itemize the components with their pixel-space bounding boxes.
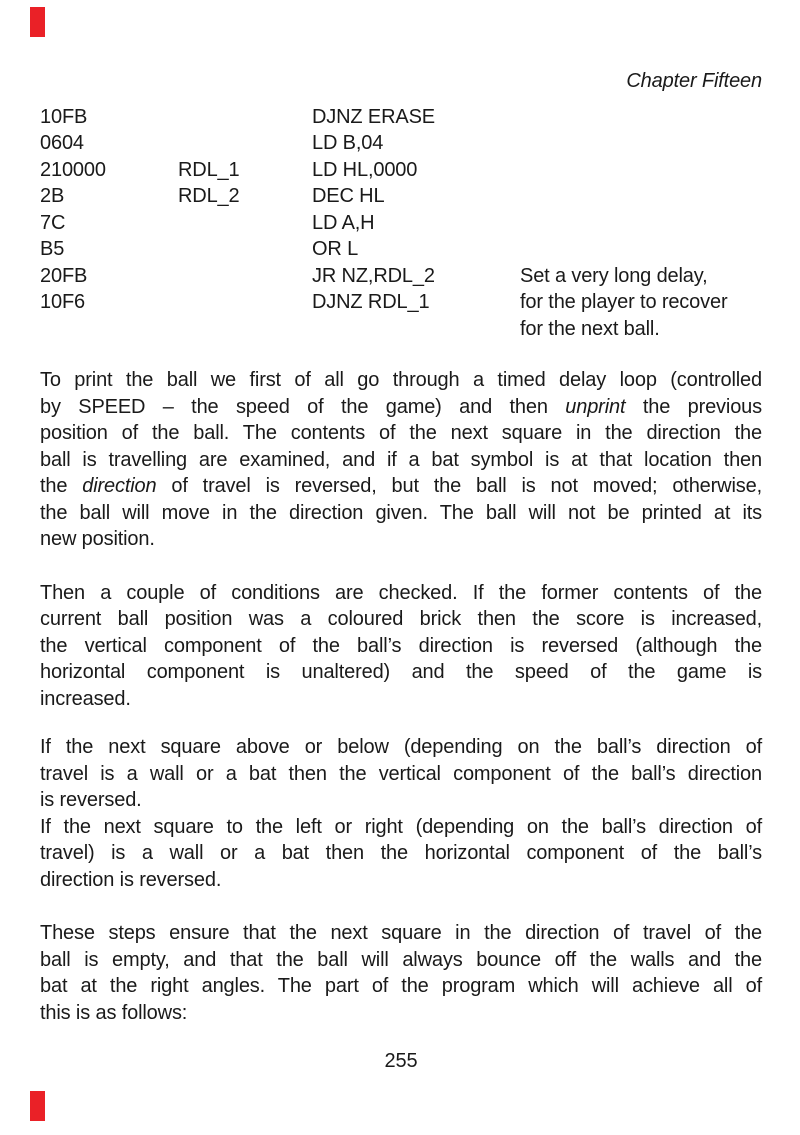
code-row [40, 236, 762, 263]
text-line: the ball will move in the direction given. The ball will not be printed at its [40, 501, 762, 524]
text-line: If the next square above or below (depending on the ball’s direction of [40, 736, 762, 758]
code-instr: DEC HL [312, 185, 385, 207]
text-line: direction is reversed. [40, 868, 222, 891]
text-line: Then a couple of conditions are checked. If the former contents of the [40, 581, 762, 604]
text-line: current ball position was a coloured brick then the score is increased, [40, 608, 762, 630]
body-paragraph [40, 580, 762, 713]
code-row [40, 130, 762, 157]
code-row [40, 316, 762, 343]
code-label [178, 316, 312, 343]
code-instr: DJNZ ERASE [312, 105, 435, 128]
code-row [40, 210, 762, 237]
code-bytes [40, 316, 178, 343]
text-line: These steps ensure that the next square in the direction of travel of the [40, 922, 762, 944]
text-line: increased. [40, 687, 131, 710]
code-bytes: 210000 [40, 158, 106, 181]
text-line: travel is a wall or a bat then the vertical component of the ball’s direction [40, 762, 762, 785]
code-bytes: 10FB [40, 105, 88, 128]
page-number: 255 [384, 1050, 418, 1072]
code-label [178, 263, 312, 290]
code-label [178, 236, 312, 263]
code-row [40, 104, 762, 131]
text-line: new position. [40, 528, 155, 550]
code-instr: LD A,H [312, 211, 375, 234]
text-line: is reversed. [40, 789, 142, 811]
code-comment: for the player to recover [520, 291, 728, 313]
text-line: this is as follows: [40, 1001, 188, 1024]
code-bytes: 7C [40, 211, 66, 234]
code-label: RDL_1 [178, 158, 240, 181]
code-comment [520, 157, 762, 184]
code-instr: LD HL,0000 [312, 158, 418, 181]
code-comment [520, 183, 762, 210]
code-bytes: 10F6 [40, 291, 85, 313]
code-label [178, 130, 312, 157]
text-line: the direction of travel is reversed, but the ball is not moved; otherwise, [40, 475, 762, 497]
text-line: position of the ball. The contents of the next square in the direction the [40, 422, 762, 444]
code-row [40, 263, 762, 290]
text-line: If the next square to the left or right (depending on the ball’s direction of [40, 815, 762, 838]
body-paragraph [40, 920, 762, 1026]
code-row [40, 183, 762, 210]
code-listing [40, 104, 762, 343]
code-label [178, 104, 312, 131]
code-comment [520, 236, 762, 263]
text-line: the vertical component of the ball’s direction is reversed (although the [40, 634, 762, 657]
text-line: travel) is a wall or a bat then the horizontal component of the ball’s [40, 842, 762, 864]
code-bytes: 20FB [40, 264, 88, 287]
code-bytes: 0604 [40, 132, 84, 154]
code-comment: for the next ball. [520, 317, 660, 340]
code-instr: LD B,04 [312, 132, 384, 154]
code-bytes: B5 [40, 238, 65, 260]
text-line: ball is empty, and that the ball will always bounce off the walls and the [40, 948, 762, 971]
chapter-heading: Chapter Fifteen [626, 70, 762, 92]
code-bytes: 2B [40, 185, 65, 207]
bottom-registration-mark [30, 1091, 45, 1121]
code-label [178, 210, 312, 237]
code-comment [520, 130, 762, 157]
body-paragraph [40, 814, 762, 894]
code-instr: JR NZ,RDL_2 [312, 264, 435, 287]
body-paragraph [40, 367, 762, 553]
top-registration-mark [30, 7, 45, 37]
code-comment [520, 104, 762, 131]
code-label: RDL_2 [178, 185, 240, 207]
code-row [40, 289, 762, 316]
code-row [40, 157, 762, 184]
code-comment [520, 210, 762, 237]
code-label [178, 289, 312, 316]
code-instr: OR L [312, 238, 359, 260]
code-instr [312, 316, 520, 343]
text-line: To print the ball we first of all go through a timed delay loop (controlled [40, 369, 762, 391]
code-instr: DJNZ RDL_1 [312, 291, 430, 313]
text-line: ball is travelling are examined, and if a bat symbol is at that location then [40, 448, 762, 471]
text-line: bat at the right angles. The part of the program which will achieve all of [40, 975, 762, 997]
text-line: by SPEED – the speed of the game) and then unprint the previous [40, 395, 763, 418]
code-comment: Set a very long delay, [520, 264, 708, 287]
body-paragraph [40, 734, 762, 814]
text-line: horizontal component is unaltered) and the speed of the game is [40, 661, 762, 683]
